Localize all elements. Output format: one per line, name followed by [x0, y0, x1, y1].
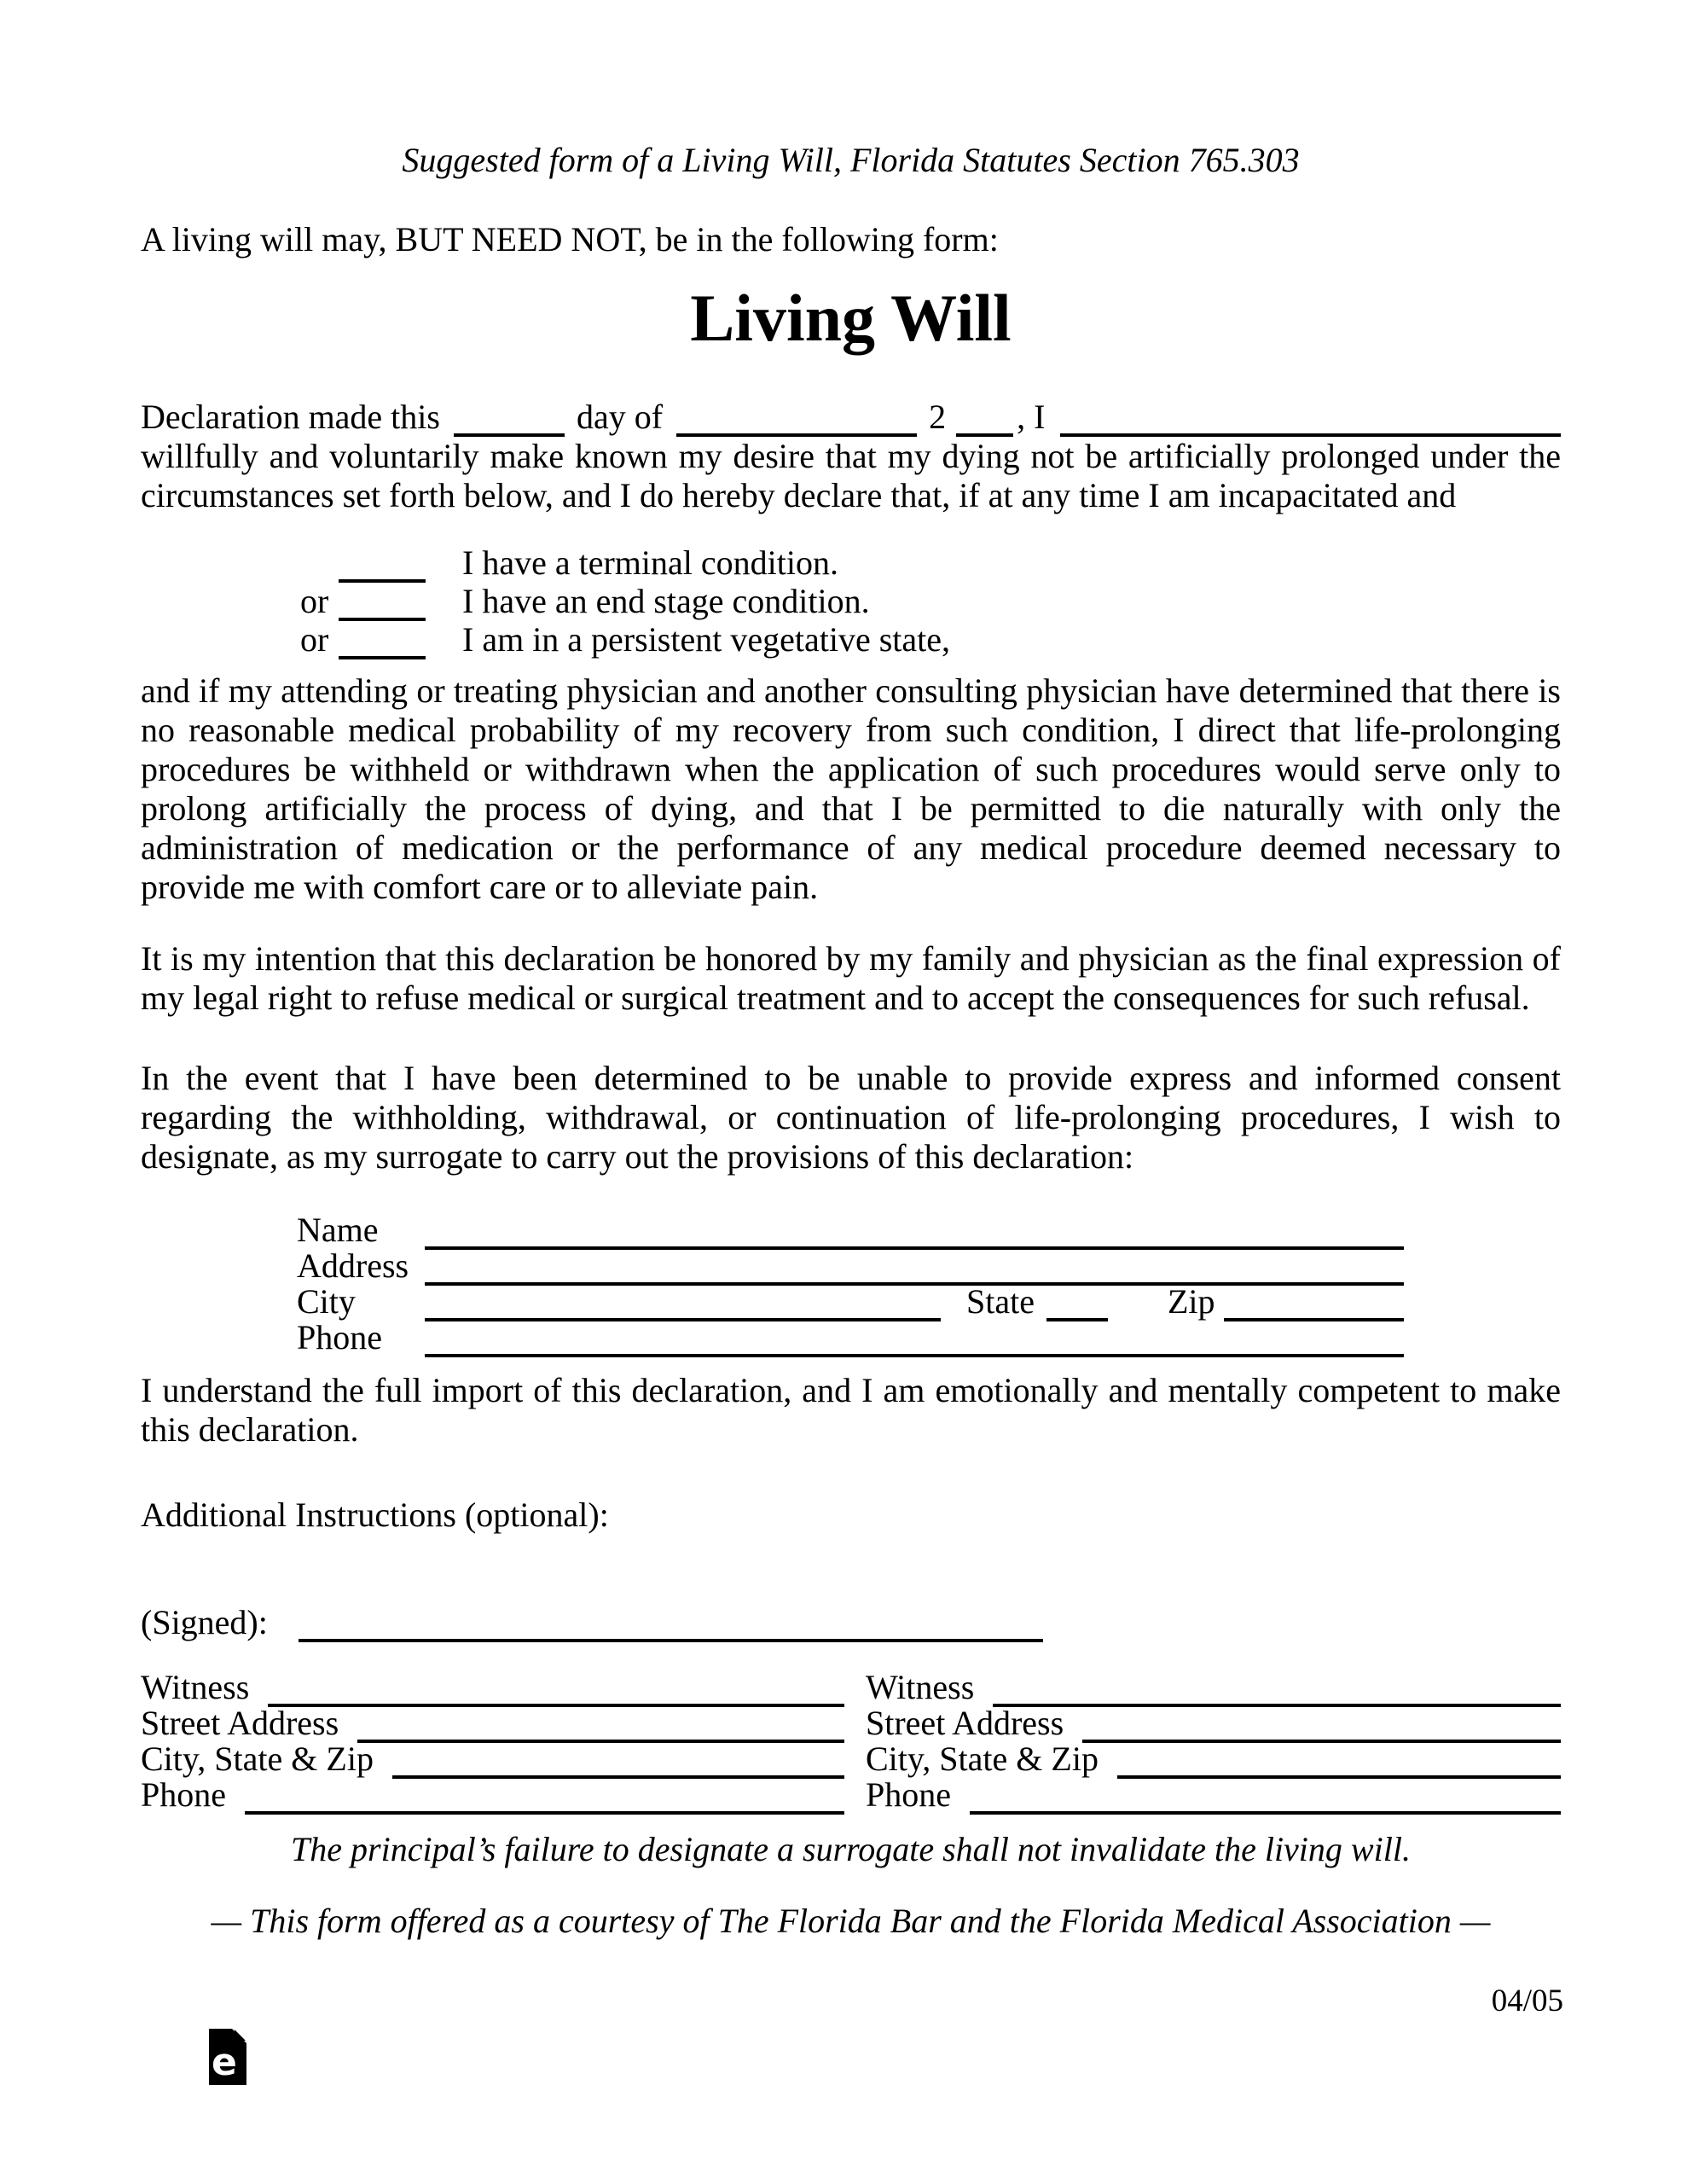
witness-phone-row — [866, 1775, 1561, 1815]
day-number-blank[interactable] — [454, 404, 565, 437]
surrogate-state-field[interactable] — [1046, 1318, 1108, 1321]
condition-row-terminal — [141, 544, 1561, 583]
declaration-lead-line — [141, 398, 1561, 437]
state-label: State — [966, 1282, 1035, 1321]
witness1-name-field[interactable] — [268, 1704, 844, 1707]
terminal-condition-blank[interactable] — [339, 550, 426, 583]
zip-label: Zip — [1167, 1282, 1215, 1321]
surrogate-city-row — [297, 1282, 1404, 1321]
statute-subtitle: Suggested form of a Living Will, Florida Statutes Section 765.303 — [402, 141, 1300, 179]
street-address-label: Street Address — [866, 1704, 1064, 1742]
witness-name-row — [866, 1668, 1561, 1707]
surrogate-phone-field[interactable] — [425, 1354, 1404, 1357]
page-fold-flap-icon — [235, 2030, 246, 2041]
surrogate-phone-row — [297, 1318, 1404, 1357]
eforms-logo-icon — [209, 2029, 246, 2085]
condition-label: I have a terminal condition. — [462, 543, 838, 582]
condition-label: I have an end stage condition. — [462, 582, 870, 620]
signed-label: (Signed): — [141, 1603, 268, 1641]
surrogate-paragraph: In the event that I have been determined to be unable to provide express and informed consent regarding the withholding, withdrawal, or continuation of life-prolonging procedures, I wish to designate, as my surrogate to carry out the provisions of this declaration: — [141, 1059, 1561, 1176]
document-title: Living Will — [690, 281, 1012, 355]
witness1-street-field[interactable] — [357, 1740, 844, 1743]
witness2-phone-field[interactable] — [970, 1811, 1561, 1815]
name-label: Name — [297, 1211, 379, 1249]
witness2-citystatezip-field[interactable] — [1117, 1775, 1561, 1779]
eforms-logo-letter: e — [212, 2041, 237, 2084]
phone-label: Phone — [297, 1318, 382, 1356]
surrogate-fields — [297, 1211, 1404, 1357]
declaration-lead-text-2: day of — [576, 398, 664, 436]
witness-section — [141, 1668, 1561, 1815]
directive-paragraph: and if my attending or treating physician and another consulting physician have determined that there is no reasonable medical probability of my recovery from such condition, I direct that life-prolonging procedures be withheld or withdrawn when the application of such procedures would serve only to prolong artificially the process of dying, and that I be permitted to die naturally with only the administration of medication or the performance of any medical procedure deemed necessary to provide me with comfort care or to alleviate pain. — [141, 671, 1561, 906]
surrogate-address-row — [297, 1246, 1404, 1286]
month-blank[interactable] — [676, 404, 917, 437]
witness-name-row — [141, 1668, 844, 1707]
intention-paragraph: It is my intention that this declaration be honored by my family and physician as the final expression of my legal right to refuse medical or surgical treatment and to accept the consequences for such refusal. — [141, 939, 1561, 1017]
courtesy-note: — This form offered as a courtesy of The Florida Bar and the Florida Medical Association — — [211, 1902, 1491, 1940]
signature-field[interactable] — [299, 1606, 1043, 1642]
condition-label: I am in a persistent vegetative state, — [462, 620, 951, 659]
vegetative-state-blank[interactable] — [339, 627, 426, 659]
condition-prefix: or — [300, 582, 329, 620]
witness-street-row — [866, 1704, 1561, 1743]
witness2-street-field[interactable] — [1082, 1740, 1561, 1743]
city-label: City — [297, 1282, 356, 1321]
condition-row-vegetative — [141, 621, 1561, 659]
surrogate-name-field[interactable] — [425, 1246, 1404, 1250]
year-blank[interactable] — [956, 404, 1013, 437]
condition-prefix: or — [300, 620, 329, 659]
declaration-body: willfully and voluntarily make known my desire that my dying not be artificially prolonged under the circumstances set forth below, and I do hereby declare that, if at any time I am incapacitated and — [141, 437, 1561, 514]
witness-column-right — [866, 1668, 1561, 1815]
competency-paragraph: I understand the full import of this declaration, and I am emotionally and mentally competent to make this declaration. — [141, 1371, 1561, 1449]
declaration-lead-text-3: 2 — [929, 398, 947, 436]
witness2-name-field[interactable] — [993, 1704, 1561, 1707]
city-state-zip-label: City, State & Zip — [141, 1740, 374, 1778]
street-address-label: Street Address — [141, 1704, 339, 1742]
intro-line: A living will may, BUT NEED NOT, be in the following form: — [141, 220, 999, 258]
condition-row-end-stage — [141, 583, 1561, 621]
declarant-name-blank[interactable] — [1060, 404, 1561, 437]
witness1-phone-field[interactable] — [245, 1811, 844, 1815]
witness-citystatezip-row — [866, 1740, 1561, 1779]
witness-citystatezip-row — [141, 1740, 844, 1779]
end-stage-condition-blank[interactable] — [339, 589, 426, 621]
declaration-section — [141, 398, 1561, 515]
principal-note: The principal’s failure to designate a surrogate shall not invalidate the living will. — [291, 1830, 1411, 1868]
surrogate-name-row — [297, 1211, 1404, 1250]
phone-label: Phone — [141, 1775, 226, 1814]
phone-label: Phone — [866, 1775, 951, 1814]
witness-street-row — [141, 1704, 844, 1743]
additional-instructions-label: Additional Instructions (optional): — [141, 1496, 609, 1534]
declaration-lead-text-4: , I — [1017, 398, 1046, 436]
declaration-lead-text-1: Declaration made this — [141, 398, 440, 436]
surrogate-zip-field[interactable] — [1224, 1318, 1404, 1321]
witness-column-left — [141, 1668, 844, 1815]
city-state-zip-label: City, State & Zip — [866, 1740, 1099, 1778]
signed-row — [141, 1600, 1561, 1642]
witness1-citystatezip-field[interactable] — [392, 1775, 844, 1779]
document-content — [141, 141, 1561, 1941]
witness-phone-row — [141, 1775, 844, 1815]
surrogate-address-field[interactable] — [425, 1282, 1404, 1286]
condition-options — [141, 544, 1561, 659]
witness-label: Witness — [866, 1668, 975, 1706]
surrogate-city-field[interactable] — [425, 1318, 941, 1321]
witness-label: Witness — [141, 1668, 250, 1706]
address-label: Address — [297, 1246, 409, 1285]
revision-date: 04/05 — [1491, 1984, 1563, 2018]
